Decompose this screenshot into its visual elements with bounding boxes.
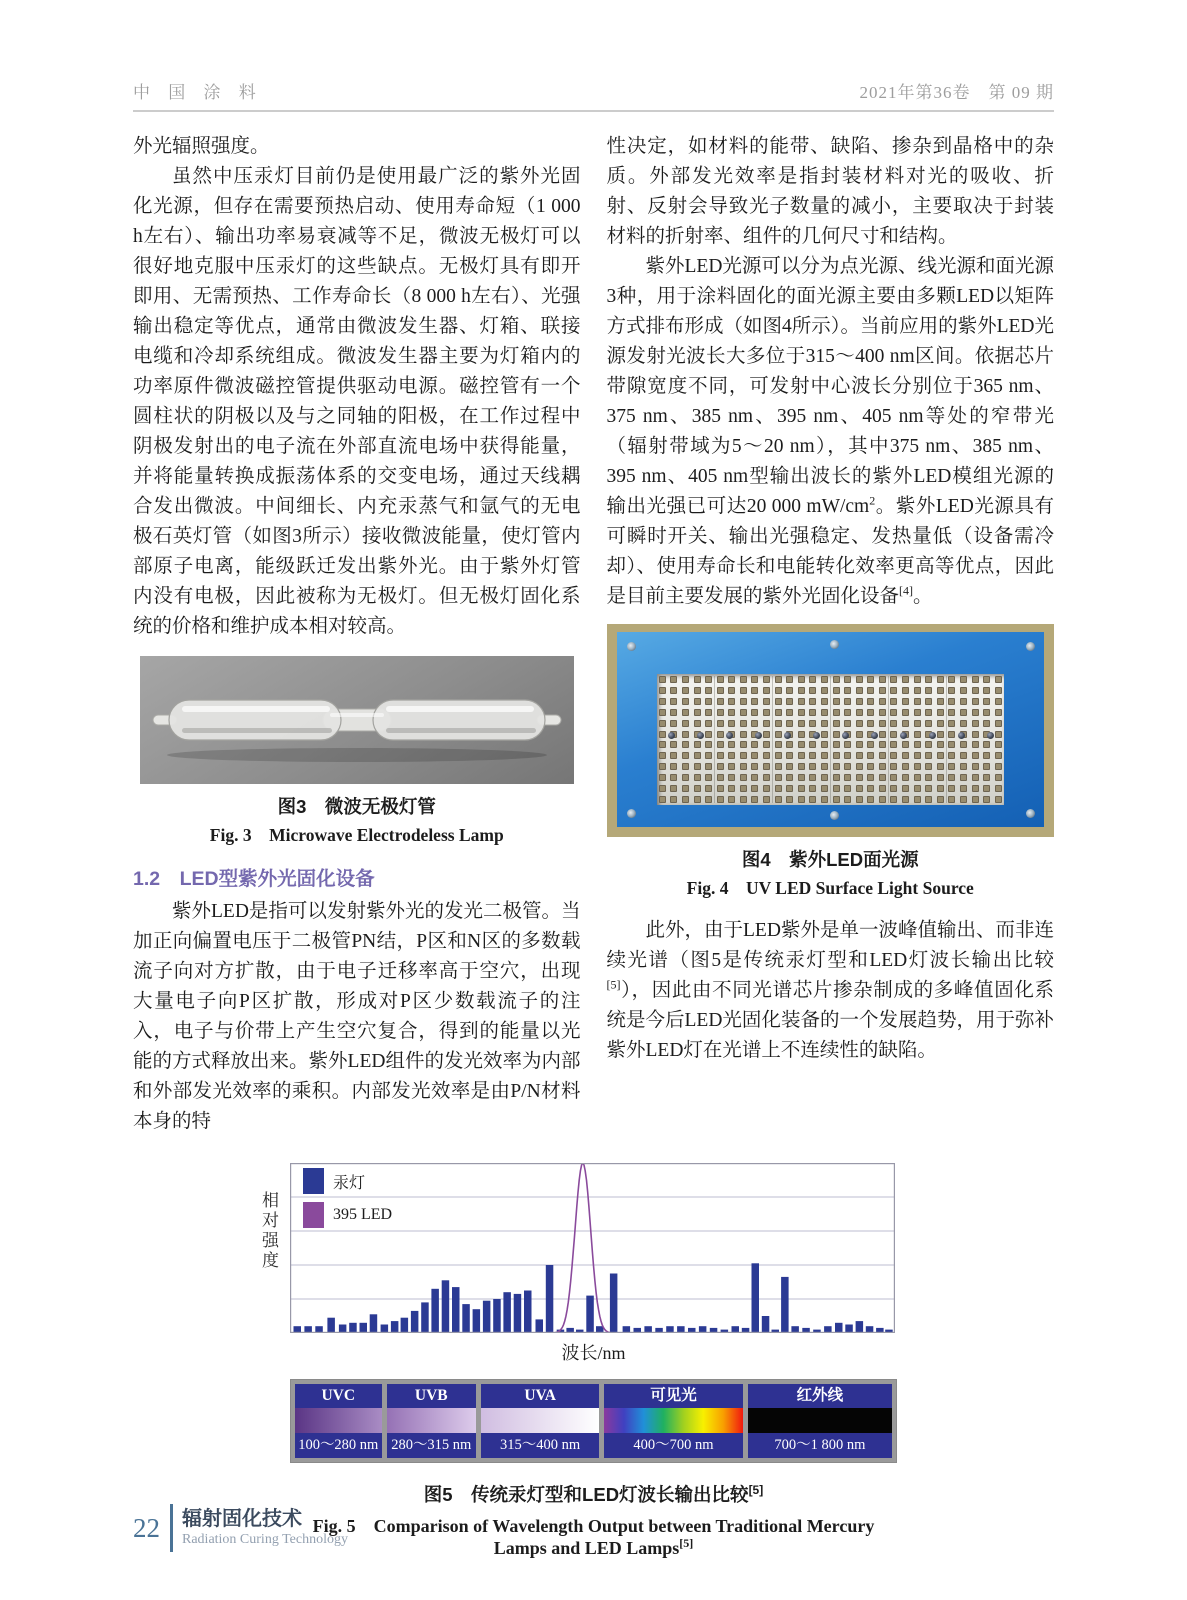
mercury-lamp-swatch	[303, 1168, 324, 1194]
footer-divider	[170, 1504, 173, 1552]
paragraph-text: 此外，由于LED紫外是单一波峰值输出、而非连续光谱（图5是传统汞灯型和LED灯波长输出比较	[606, 920, 1054, 971]
band-name: 可见光	[604, 1384, 742, 1408]
footer-column-en: Radiation Curing Technology	[182, 1532, 348, 1547]
led-panel-blue-frame	[617, 632, 1045, 827]
band-segment-uva	[481, 1384, 599, 1458]
paragraph-text: 。紫外LED光源具有可瞬时开关、输出光强稳定、发热量低（设备需冷却）、使用寿命长和电能转化效率更高等优点，因此是目前主要发展的紫外光固化设备	[606, 496, 1054, 607]
paragraph-text: 紫外LED光源可以分为点光源、线光源和面光源3种，用于涂料固化的面光源主要由多颗LED以矩阵方式排布形成（如图4所示）。当前应用的紫外LED光源发射光波长大多位于315～400 nm区间。依据芯片带隙宽度不同，可发射中心波长分别位于365 nm、375 nm、385 nm、395 nm、405 nm等处的窄带光（辐射带域为5～20 nm），其中375 nm、385 nm、395 nm、405 nm型输出波长的紫外LED模组光源的输出光强已可达20 000 mW/cm	[606, 256, 1054, 517]
band-range: 400～700 nm	[604, 1433, 742, 1458]
lamp-tube-illustration	[140, 656, 574, 784]
two-column-body	[0, 132, 1187, 1137]
wavelength-band-strip	[290, 1379, 897, 1463]
band-name: UVB	[387, 1384, 476, 1408]
spectrum-chart-svg	[290, 1163, 895, 1333]
band-segment-uvc	[295, 1384, 382, 1458]
figure3-caption-cn: 图3 微波无极灯管	[277, 796, 436, 817]
paragraph-single-peak	[607, 916, 1055, 1066]
led-395-swatch	[303, 1202, 324, 1228]
band-name: UVA	[481, 1384, 599, 1408]
legend-label: 395 LED	[333, 1206, 393, 1223]
figure5-caption-en	[290, 1512, 897, 1559]
band-segment-infrared	[748, 1384, 892, 1458]
band-name: 红外线	[748, 1384, 892, 1408]
band-range: 315～400 nm	[481, 1433, 599, 1458]
screw-icon	[627, 642, 636, 651]
screw-icon	[830, 811, 839, 820]
band-color-visible	[604, 1408, 742, 1433]
citation-5: [5]	[606, 977, 621, 992]
paragraph-uv-led-intro: 紫外LED是指可以发射紫外光的发光二极管。当加正向偏置电压于二极管PN结，P区和N区的多数载流子向对方扩散，由于电子迁移率高于空穴，出现大量电子向P区扩散，形成对P区少数载流子的注入，电子与价带上产生空穴复合，得到的能量以光能的方式释放出来。紫外LED组件的发光效率为内部和外部发光效率的乘积。内部发光效率是由P/N材料本身的特	[133, 901, 581, 1132]
figure3-photo-electrodeless-lamp	[140, 656, 574, 784]
footer-column-cn: 辐射固化技术	[182, 1508, 302, 1530]
citation-5: [5]	[679, 1536, 694, 1550]
paragraph-continuation-right: 性决定，如材料的能带、缺陷、掺杂到晶格中的杂质。外部发光效率是指封装材料对光的吸收、折射、反射会导致光子数量的减小，主要取决于封装材料的折射率、组件的几何尺寸和结构。	[606, 136, 1054, 247]
paragraph-text: ），因此由不同光谱芯片掺杂制成的多峰值固化系统是今后LED光固化装备的一个发展趋势，用于弥补紫外LED灯在光谱上不连续性的缺陷。	[606, 980, 1054, 1061]
spectrum-chart-plot-area	[290, 1163, 895, 1333]
band-color-uvc	[295, 1408, 382, 1433]
issue-info: 2021年第36卷 第 09 期	[859, 83, 1054, 102]
paragraph-continuation: 外光辐照强度。	[133, 136, 270, 157]
journal-name: 中 国 涂 料	[133, 83, 263, 102]
figure3-caption-en: Fig. 3 Microwave Electrodeless Lamp	[209, 825, 504, 845]
figure5-caption-cn	[290, 1481, 897, 1507]
citation-5: [5]	[748, 1482, 764, 1497]
left-column	[133, 132, 581, 1137]
band-color-infrared	[748, 1408, 892, 1433]
paragraph-mercury-lamp: 虽然中压汞灯目前仍是使用最广泛的紫外光固化光源，但存在需要预热启动、使用寿命短（1 000 h左右）、输出功率易衰减等不足，微波无极灯可以很好地克服中压汞灯的这些缺点。无极灯具有即开即用、无需预热、工作寿命长（8 000 h左右）、光强输出稳定等优点，通常由微波发生器、灯箱、联接电缆和冷却系统组成。微波发生器主要为灯箱内的功率原件微波磁控管提供驱动电源。磁控管有一个圆柱状的阴极以及与之同轴的阳极，在工作过程中阴极发射出的电子流在外部直流电场中获得能量，并将能量转换成振荡体系的交变电场，通过天线耦合发出微波。中间细长、内充汞蒸气和氩气的无电极石英灯管（如图3所示）接收微波能量，使灯管内部原子电离，能级跃迁发出紫外光。由于紫外灯管内没有电极，因此被称为无极灯。但无极灯固化系统的价格和维护成本相对较高。	[133, 166, 581, 637]
band-color-uva	[481, 1408, 599, 1433]
legend-label: 汞灯	[333, 1174, 366, 1192]
section-heading-1-2: 1.2 LED型紫外光固化设备	[133, 868, 375, 890]
caption-text: 图5 传统汞灯型和LED灯波长输出比较	[423, 1484, 749, 1505]
screw-icon	[627, 809, 636, 818]
caption-text: Fig. 5 Comparison of Wavelength Output between Traditional Mercury Lamps and LED Lamps	[312, 1516, 875, 1558]
led-array-panel	[657, 674, 1005, 805]
band-range: 100～280 nm	[295, 1433, 382, 1458]
screw-icon	[830, 640, 839, 649]
band-range: 280～315 nm	[387, 1433, 476, 1458]
citation-4: [4]	[899, 583, 914, 598]
legend-item-mercury-lamp	[303, 1168, 365, 1194]
screw-icon	[1026, 642, 1035, 651]
figure4-caption-en: Fig. 4 UV LED Surface Light Source	[686, 878, 974, 898]
figure4-photo-led-panel	[607, 624, 1055, 837]
page-header	[133, 78, 1054, 112]
screw-icon	[1026, 809, 1035, 818]
legend-item-395-led	[303, 1202, 392, 1228]
chart-y-axis-label: 相对强度	[259, 1191, 278, 1271]
band-segment-uvb	[387, 1384, 476, 1458]
figure4-caption-cn: 图4 紫外LED面光源	[741, 849, 919, 870]
right-column	[607, 132, 1055, 1137]
paragraph-uv-led-sources	[607, 252, 1055, 612]
paragraph-text: 。	[913, 586, 933, 607]
band-name: UVC	[295, 1384, 382, 1408]
page-number: 22	[133, 1512, 160, 1543]
band-color-uvb	[387, 1408, 476, 1433]
band-segment-visible	[604, 1384, 742, 1458]
page-footer	[133, 1504, 348, 1552]
superscript-2: 2	[869, 493, 876, 508]
chart-x-axis-label: 波长/nm	[561, 1343, 626, 1363]
band-range: 700～1 800 nm	[748, 1433, 892, 1458]
